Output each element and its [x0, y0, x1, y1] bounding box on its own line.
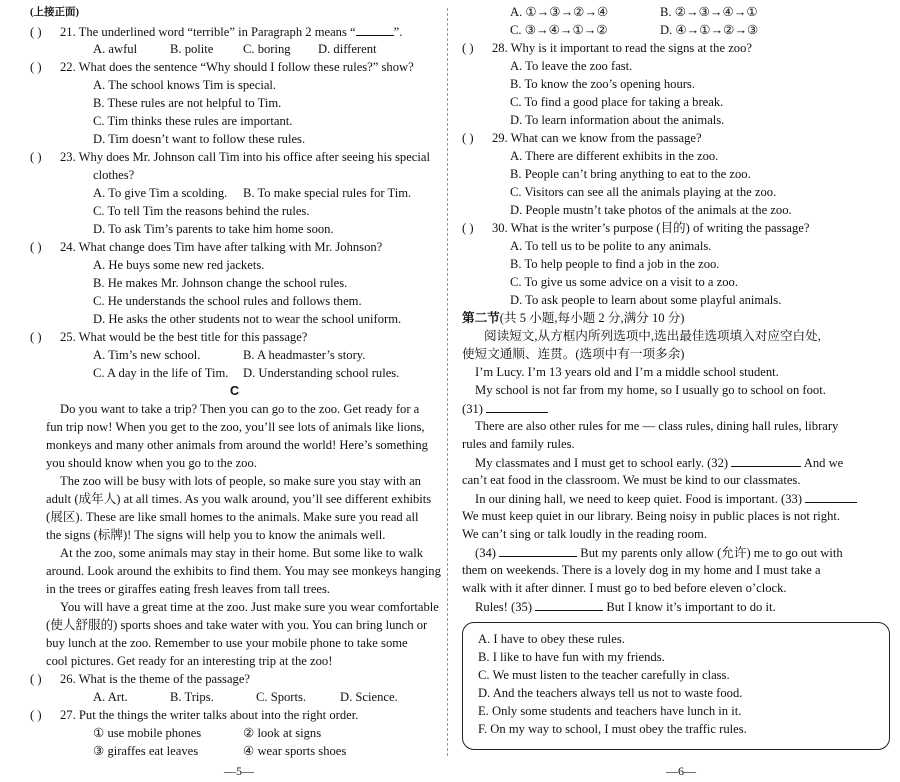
- passage-line: At the zoo, some animals may stay in their home. But some like to walk: [60, 546, 424, 560]
- blank-32[interactable]: [731, 454, 801, 467]
- passage-line: (使人舒服的) sports shoes and take water with you. You can bring lunch or: [46, 618, 428, 632]
- question-27: ( ) 27. Put the things the writer talks about into the right order.: [30, 708, 359, 722]
- page-number: —6—: [666, 764, 696, 778]
- option-c: C. Sports.: [256, 690, 307, 704]
- blank-31[interactable]: [486, 400, 548, 413]
- order-item: ② look at signs: [243, 726, 322, 740]
- blank-35[interactable]: [535, 598, 603, 611]
- option-c: C. boring: [243, 42, 291, 56]
- passage-line: buy lunch at the zoo. Remember to use your mobile phone to take some: [46, 636, 408, 650]
- question-22: ( ) 22. What does the sentence “Why should I follow these rules?” show?: [30, 60, 414, 74]
- option-b: B. People can’t bring anything to eat to the zoo.: [510, 167, 751, 181]
- box-option-e: E. Only some students and teachers have lunch in it.: [478, 704, 742, 718]
- option-c: C. Tim thinks these rules are important.: [93, 114, 293, 128]
- blank-34[interactable]: [499, 544, 577, 557]
- box-option-c: C. We must listen to the teacher carefully in class.: [478, 668, 730, 682]
- answer-bracket[interactable]: ( ): [462, 131, 474, 145]
- option-c: C. To find a good place for taking a break.: [510, 95, 724, 109]
- passage-line: My classmates and I must get to school early. (32) And we: [475, 456, 844, 470]
- option-b: B. Trips.: [170, 690, 214, 704]
- option-a: A. To tell us to be polite to any animals.: [510, 239, 712, 253]
- option-d: D. Understanding school rules.: [243, 366, 400, 380]
- passage-line: fun trip now! When you get to the zoo, you’ll see lots of animals like lions,: [46, 420, 425, 434]
- passage-line: We must keep quiet in our library. Being noisy in public places is not right.: [462, 509, 841, 523]
- question-23-cont: clothes?: [93, 168, 135, 182]
- option-d: D. People mustn’t take photos of the animals at the zoo.: [510, 203, 792, 217]
- option-b: B. polite: [170, 42, 214, 56]
- passage-line: My school is not far from my home, so I usually go to school on foot.: [475, 383, 826, 397]
- option-a: A. Tim’s new school.: [93, 348, 201, 362]
- passage-line: monkeys and many other animals from around the world! Here’s something: [46, 438, 428, 452]
- passage-line: Rules! (35) But I know it’s important to do it.: [475, 600, 776, 614]
- answer-bracket[interactable]: ( ): [462, 41, 474, 55]
- passage-line: Do you want to take a trip? Then you can go to the zoo. Get ready for a: [60, 402, 420, 416]
- passage-line: You will have a great time at the zoo. Just make sure you wear comfortable: [60, 600, 439, 614]
- option-a: A. awful: [93, 42, 138, 56]
- section-c-heading: C: [230, 384, 240, 398]
- section-2-heading: [462, 310, 684, 327]
- option-b: B. To make special rules for Tim.: [243, 186, 412, 200]
- passage-line: (展区). These are like small homes to the animals. Make sure you read all: [46, 510, 419, 524]
- option-a: A. ①→③→②→④: [510, 5, 609, 19]
- passage-line: them on weekends. There is a lovely dog in my home and I must take a: [462, 563, 821, 577]
- section-2-info: (共 5 小题,每小题 2 分,满分 10 分): [499, 311, 685, 325]
- option-b: B. He makes Mr. Johnson change the school rules.: [93, 276, 348, 290]
- question-28: ( ) 28. Why is it important to read the signs at the zoo?: [462, 41, 752, 55]
- option-d: D. different: [318, 42, 377, 56]
- box-option-d: D. And the teachers always tell us not to waste food.: [478, 686, 743, 700]
- option-a: A. He buys some new red jackets.: [93, 258, 265, 272]
- instructions-line: 使短文通顺、连贯。(选项中有一项多余): [462, 347, 685, 361]
- option-a: A. The school knows Tim is special.: [93, 78, 277, 92]
- question-30: ( ) 30. What is the writer’s purpose (目的) of writing the passage?: [462, 221, 810, 235]
- passage-line: (34) But my parents only allow (允许) me to go out with: [475, 546, 843, 560]
- option-d: D. He asks the other students not to wear the school uniform.: [93, 312, 402, 326]
- answer-bracket[interactable]: ( ): [30, 330, 42, 344]
- option-b: B. To help people to find a job in the zoo.: [510, 257, 720, 271]
- passage-line: walk with it after dinner. I must go to bed before eleven o’clock.: [462, 581, 787, 595]
- order-item: ③ giraffes eat leaves: [93, 744, 199, 758]
- option-d: D. Tim doesn’t want to follow these rules.: [93, 132, 306, 146]
- order-item: ④ wear sports shoes: [243, 744, 347, 758]
- answer-bracket[interactable]: ( ): [30, 25, 42, 39]
- answer-bracket[interactable]: ( ): [30, 240, 42, 254]
- passage-line: In our dining hall, we need to keep quiet. Food is important. (33): [475, 490, 857, 508]
- answer-blank: [356, 23, 394, 36]
- option-d: D. To ask people to learn about some playful animals.: [510, 293, 782, 307]
- order-item: ① use mobile phones: [93, 726, 202, 740]
- passage-line: I’m Lucy. I’m 13 years old and I’m a middle school student.: [475, 365, 779, 379]
- option-a: A. Art.: [93, 690, 128, 704]
- question-23: ( ) 23. Why does Mr. Johnson call Tim into his office after seeing his special: [30, 150, 430, 164]
- option-c: C. To give us some advice on a visit to a zoo.: [510, 275, 738, 289]
- answer-bracket[interactable]: ( ): [30, 150, 42, 164]
- box-option-f: F. On my way to school, I must obey the traffic rules.: [478, 722, 747, 736]
- passage-line: can’t eat food in the classroom. We must be kind to our classmates.: [462, 473, 801, 487]
- question-26: ( ) 26. What is the theme of the passage?: [30, 672, 251, 686]
- page-number: —5—: [224, 764, 254, 778]
- blank-33[interactable]: [805, 490, 857, 503]
- option-b: B. These rules are not helpful to Tim.: [93, 96, 282, 110]
- question-24: ( ) 24. What change does Tim have after talking with Mr. Johnson?: [30, 240, 383, 254]
- question-29: ( ) 29. What can we know from the passage?: [462, 131, 702, 145]
- option-d: D. To ask Tim’s parents to take him home soon.: [93, 222, 334, 236]
- option-b: B. To know the zoo’s opening hours.: [510, 77, 695, 91]
- option-a: A. There are different exhibits in the zoo.: [510, 149, 719, 163]
- option-c: C. ③→④→①→②: [510, 23, 608, 37]
- option-c: C. Visitors can see all the animals playing at the zoo.: [510, 185, 777, 199]
- passage-line: We can’t sing or talk loudly in the reading room.: [462, 527, 707, 541]
- passage-line: adult (成年人) at all times. As you walk around, you’ll see different exhibits: [46, 492, 432, 506]
- passage-line: in the trees or giraffes eating fresh leaves from tall trees.: [46, 582, 331, 596]
- continued-note: (上接正面): [30, 7, 79, 18]
- section-2-title: 第二节: [462, 311, 500, 325]
- answer-bracket[interactable]: ( ): [30, 672, 42, 686]
- option-c: C. He understands the school rules and follows them.: [93, 294, 362, 308]
- question-25: ( ) 25. What would be the best title for this passage?: [30, 330, 308, 344]
- option-b: B. ②→③→④→①: [660, 5, 758, 19]
- instructions-line: 阅读短文,从方框内所列选项中,选出最佳选项填入对应空白处,: [484, 329, 821, 343]
- option-c: C. A day in the life of Tim.: [93, 366, 229, 380]
- box-option-b: B. I like to have fun with my friends.: [478, 650, 665, 664]
- option-a: A. To give Tim a scolding.: [93, 186, 228, 200]
- passage-line: you should know when you go to the zoo.: [46, 456, 257, 470]
- passage-line: the signs (标牌)! The signs will help you to know the animals well.: [46, 528, 386, 542]
- answer-bracket[interactable]: ( ): [462, 221, 474, 235]
- option-b: B. A headmaster’s story.: [243, 348, 366, 362]
- passage-line: (31): [462, 400, 548, 418]
- question-21: ( ) 21. The underlined word “terrible” in Paragraph 2 means “ ”.: [30, 25, 403, 39]
- box-option-a: A. I have to obey these rules.: [478, 632, 625, 646]
- answer-bracket[interactable]: ( ): [30, 60, 42, 74]
- option-d: D. Science.: [340, 690, 398, 704]
- passage-line: The zoo will be busy with lots of people, so make sure you stay with an: [60, 474, 421, 488]
- passage-line: cool pictures. Get ready for an interesting trip at the zoo!: [46, 654, 333, 668]
- answer-bracket[interactable]: ( ): [30, 708, 42, 722]
- passage-line: around. Look around the exhibits to find them. You may see monkeys hanging: [46, 564, 441, 578]
- option-d: D. To learn information about the animals.: [510, 113, 725, 127]
- option-c: C. To tell Tim the reasons behind the rules.: [93, 204, 310, 218]
- passage-line: There are also other rules for me — class rules, dining hall rules, library: [475, 419, 839, 433]
- option-d: D. ④→①→②→③: [660, 23, 759, 37]
- option-a: A. To leave the zoo fast.: [510, 59, 633, 73]
- page-divider: [447, 8, 448, 756]
- passage-line: rules and family rules.: [462, 437, 575, 451]
